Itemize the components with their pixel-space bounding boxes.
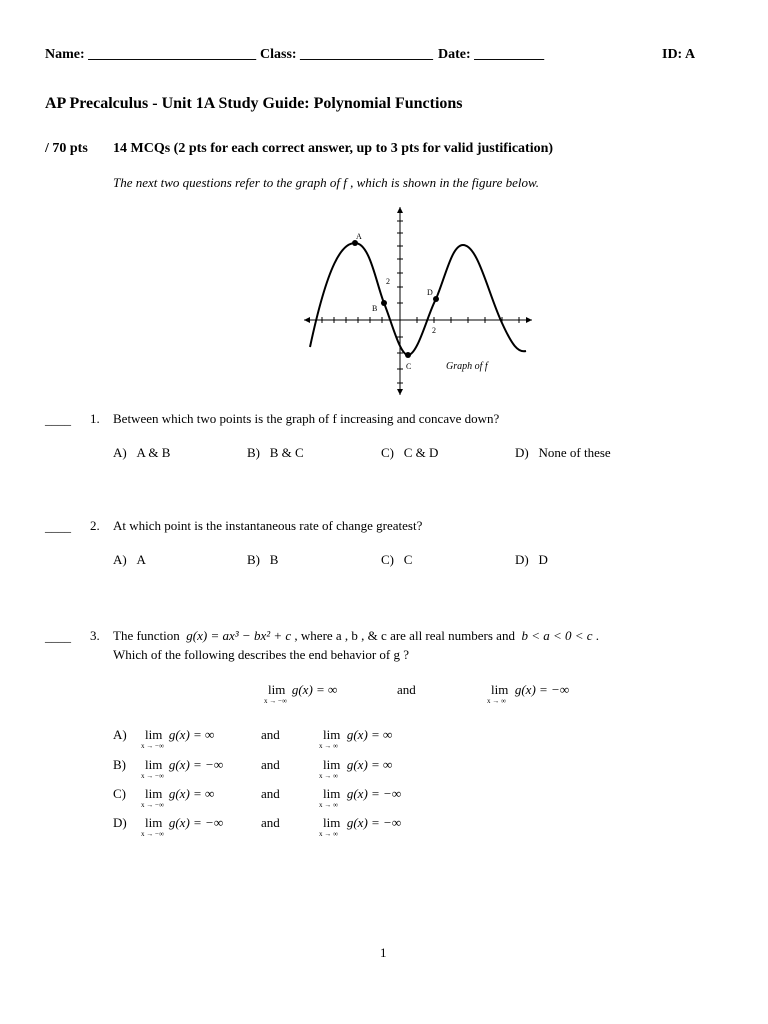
id-label: ID: A (662, 47, 696, 62)
question-number-2: 2. (90, 518, 100, 533)
q3-choice-c-and: and (261, 786, 280, 801)
q3-choice-a-letter[interactable]: A) (113, 727, 127, 742)
q3-choice-c-letter[interactable]: C) (113, 786, 126, 801)
q1-choice-d[interactable]: D) None of these (515, 445, 611, 460)
question-text-2: At which point is the instantaneous rate of change greatest? (113, 518, 423, 533)
q2-choice-c[interactable]: C) C (381, 552, 413, 567)
given-limit-left: lim x → −∞ g(x) = ∞ (264, 682, 338, 705)
x-axis-arrow-left (304, 317, 310, 323)
given-limit-right: lim x → ∞ g(x) = −∞ (487, 682, 570, 705)
q3-choice-c-left: lim x → −∞ g(x) = ∞ (141, 786, 215, 809)
question-text-1: Between which two points is the graph of f increasing and concave down? (113, 411, 500, 426)
q3-choice-b-and: and (261, 757, 280, 772)
q3-choice-b-right: lim x → ∞ g(x) = ∞ (319, 757, 393, 780)
q3-choice-c-right: lim x → ∞ g(x) = −∞ (319, 786, 402, 809)
q2-choice-a[interactable]: A) A (113, 552, 146, 567)
answer-blank-q1[interactable]: ____ (45, 412, 71, 427)
q1-choice-b[interactable]: B) B & C (247, 445, 304, 460)
graph-caption: Graph of f (446, 361, 488, 372)
point-d-marker (433, 296, 439, 302)
answer-blank-q2[interactable]: ____ (45, 519, 71, 534)
graph-intro-text: The next two questions refer to the graph of f , which is shown in the figure below. (113, 175, 539, 190)
y-axis-arrow (397, 207, 403, 213)
total-points: / 70 pts (45, 141, 88, 156)
page-title: AP Precalculus - Unit 1A Study Guide: Polynomial Functions (45, 95, 463, 112)
q3-choice-d-letter[interactable]: D) (113, 815, 127, 830)
question-number-3: 3. (90, 628, 100, 643)
q1-choice-a[interactable]: A) A & B (113, 445, 171, 460)
answer-blank-q3[interactable]: ____ (45, 629, 71, 644)
function-curve (310, 243, 526, 355)
q3-choice-b-left: lim x → −∞ g(x) = −∞ (141, 757, 224, 780)
y-tick-label: 2 (386, 277, 390, 286)
q3-choice-d-and: and (261, 815, 280, 830)
point-b-label: B (372, 304, 378, 313)
mcq-description: 14 MCQs (2 pts for each correct answer, up to 3 pts for valid justification) (113, 141, 554, 156)
q3-choice-a-right: lim x → ∞ g(x) = ∞ (319, 727, 393, 750)
coefficient-condition: b < a < 0 < c (521, 628, 593, 643)
q3-choice-a-and: and (261, 727, 280, 742)
point-a-label: A (356, 232, 362, 241)
point-c-marker (405, 352, 411, 358)
class-field-label: Class: ___________________ (260, 47, 434, 62)
q2-choice-b[interactable]: B) B (247, 552, 279, 567)
q3-choice-d-right: lim x → ∞ g(x) = −∞ (319, 815, 402, 838)
date-field-label: Date: __________ (438, 47, 545, 62)
y-axis-arrow-bottom (397, 389, 403, 395)
q2-choice-d[interactable]: D) D (515, 552, 548, 567)
question-text-3-line1: The function g(x) = ax³ − bx² + c , where a , b , & c are all real numbers and b < a < 0 < c . (113, 628, 600, 643)
question-text-3-line2: Which of the following describes the end behavior of g ? (113, 647, 410, 662)
given-and: and (397, 682, 416, 697)
graph-of-f (300, 203, 536, 399)
point-c-label: C (406, 362, 412, 371)
q3-choice-d-left: lim x → −∞ g(x) = −∞ (141, 815, 224, 838)
point-d-label: D (427, 288, 433, 297)
x-tick-label: 2 (432, 326, 436, 335)
q1-choice-c[interactable]: C) C & D (381, 445, 439, 460)
q3-choice-a-left: lim x → −∞ g(x) = ∞ (141, 727, 215, 750)
page-number: 1 (380, 945, 387, 960)
question-number-1: 1. (90, 411, 100, 426)
q3-choice-b-letter[interactable]: B) (113, 757, 126, 772)
x-axis-arrow (526, 317, 532, 323)
name-field-label: Name: ________________________ (45, 47, 257, 62)
point-b-marker (381, 300, 387, 306)
function-expression: g(x) = ax³ − bx² + c (186, 628, 292, 643)
